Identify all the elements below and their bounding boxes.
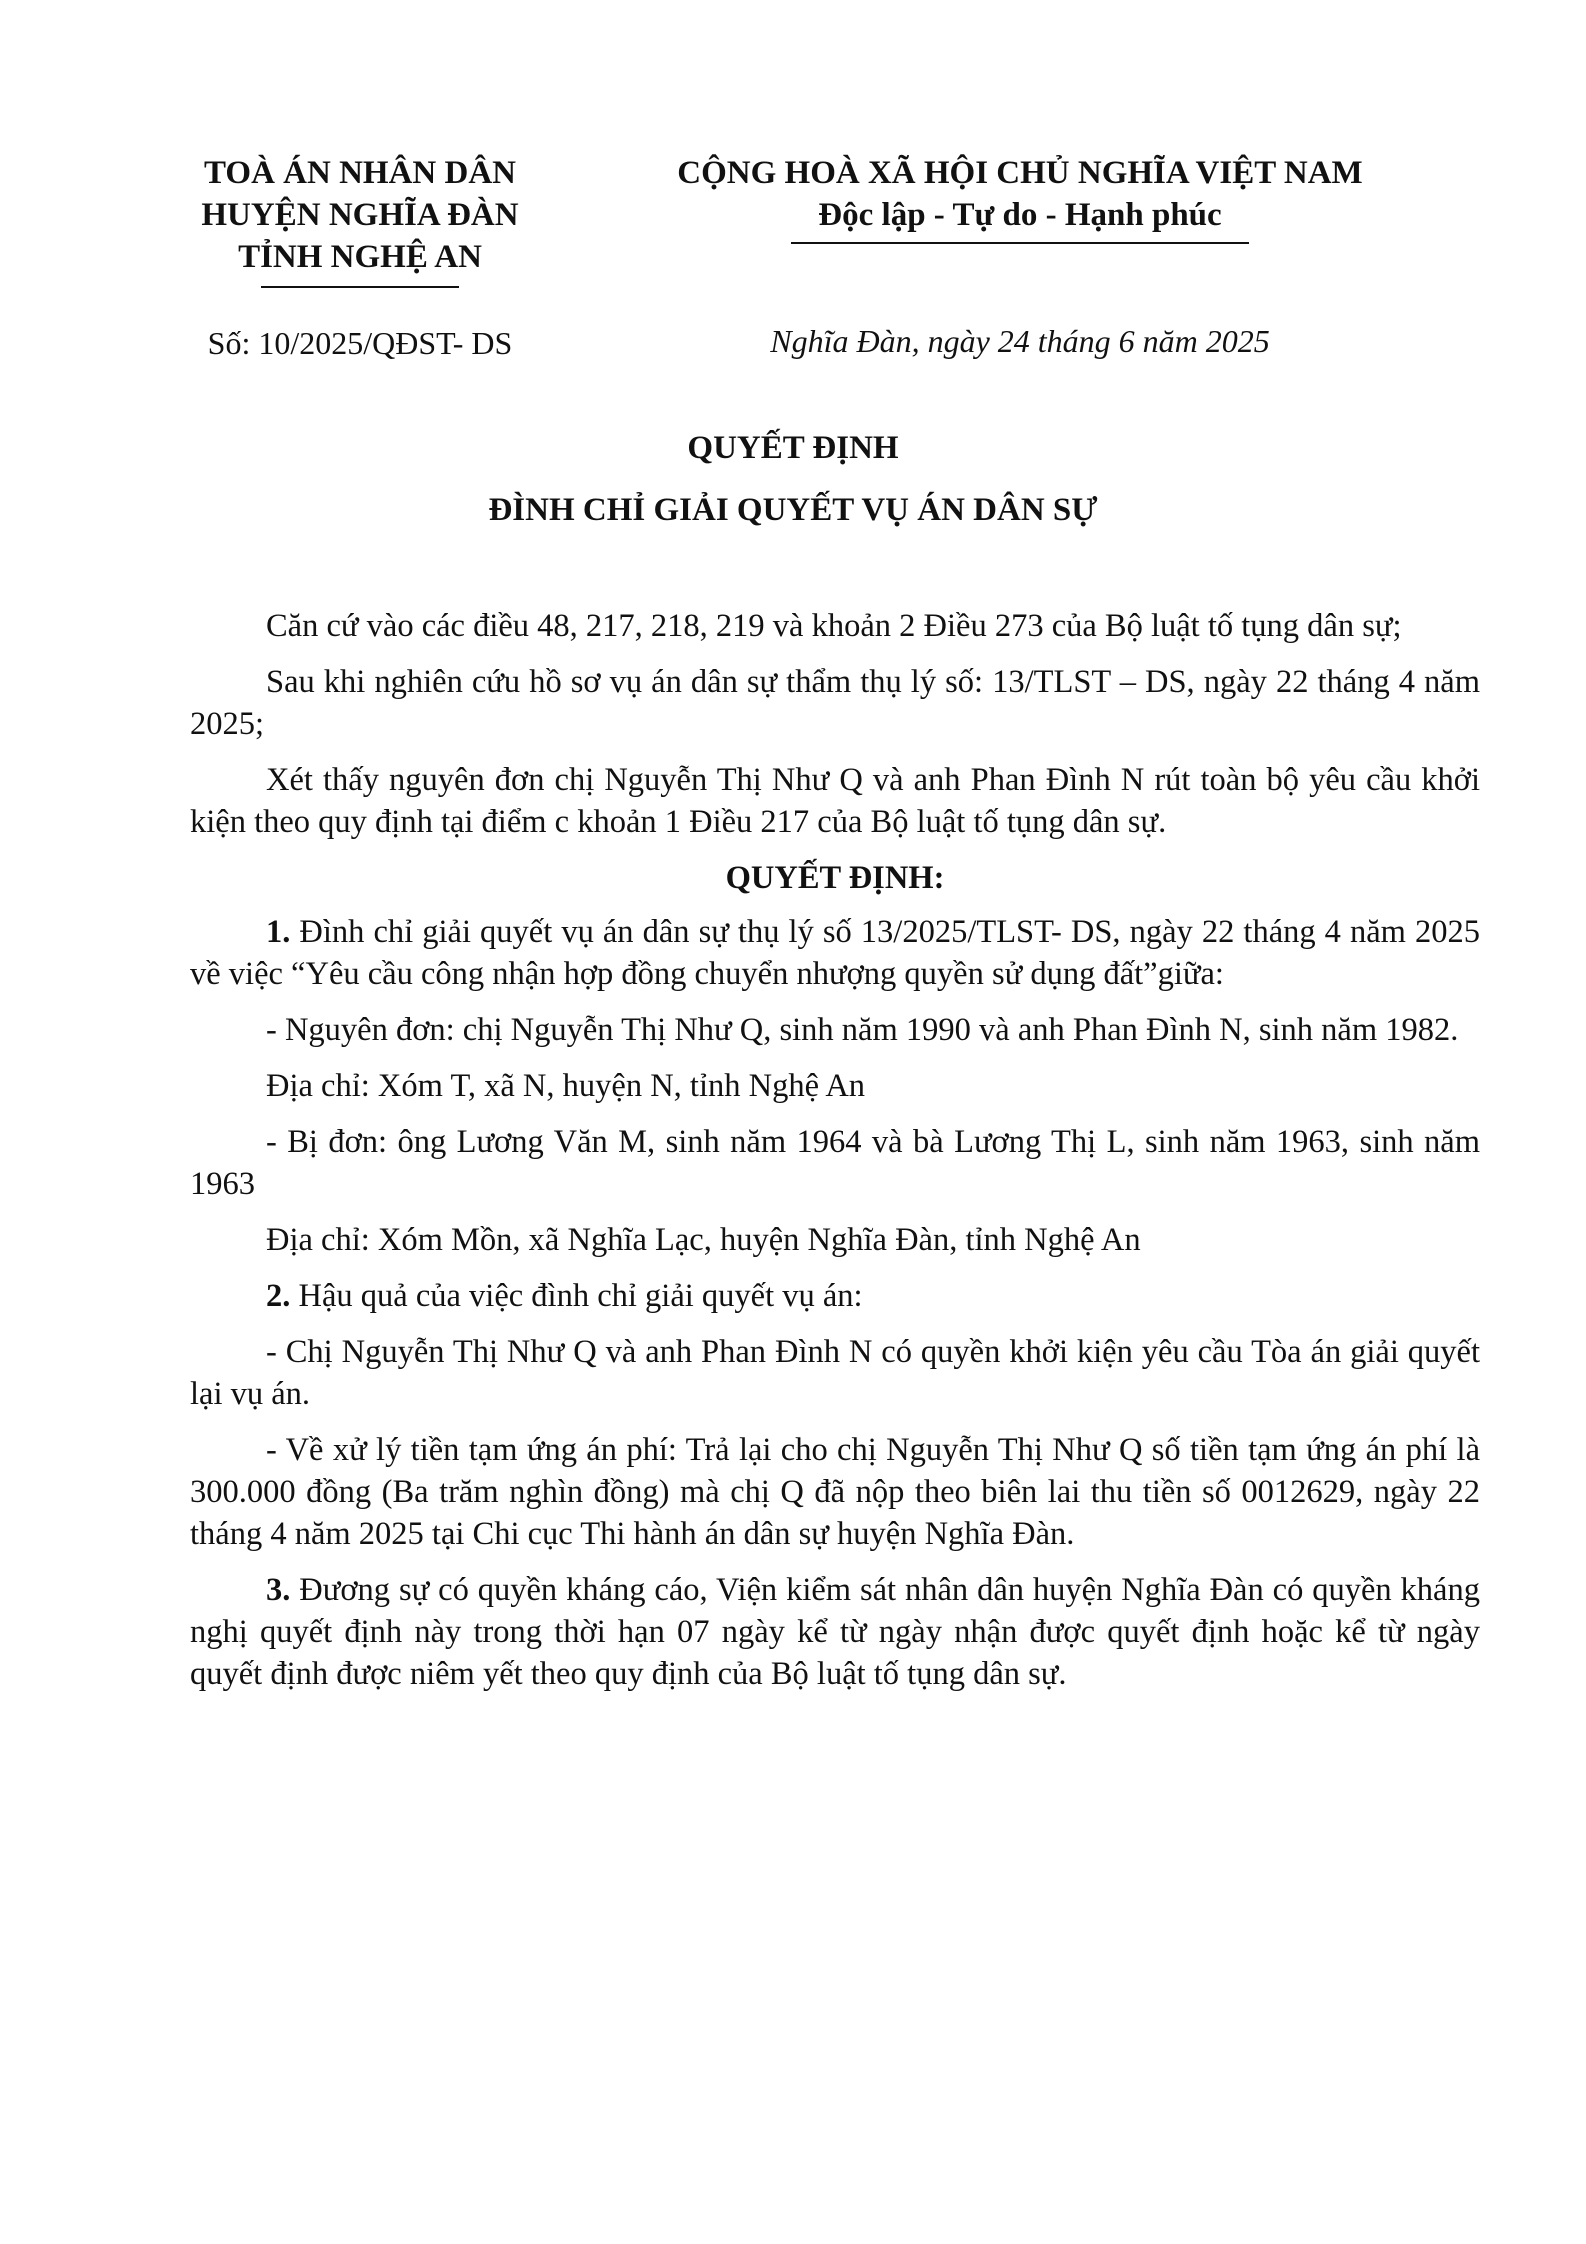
item-1-text: Đình chỉ giải quyết vụ án dân sự thụ lý số 13/2025/TLST- DS, ngày 22 tháng 4 năm 2025 về việc “Yêu cầu công nhận hợp đồng chuyển nhượng quyền sử dụng đất”giữa:: [190, 914, 1480, 992]
legal-basis-paragraph: Căn cứ vào các điều 48, 217, 218, 219 và khoản 2 Điều 273 của Bộ luật tố tụng dân sự;: [266, 608, 1402, 644]
national-motto: Độc lập - Tự do - Hạnh phúc: [818, 197, 1222, 233]
consideration-paragraph: Xét thấy nguyên đơn chị Nguyễn Thị Như Q và anh Phan Đình N rút toàn bộ yêu cầu khởi kiện theo quy định tại điểm c khoản 1 Điều 217 của Bộ luật tố tụng dân sự.: [190, 762, 1480, 840]
item-2-text: Hậu quả của việc đình chỉ giải quyết vụ án:: [290, 1278, 863, 1314]
decision-item-1: [190, 911, 1480, 995]
motto-underline: [791, 242, 1249, 244]
decision-item-2: [190, 1275, 1480, 1317]
item-3-text: Đương sự có quyền kháng cáo, Viện kiểm sát nhân dân huyện Nghĩa Đàn có quyền kháng nghị quyết định này trong thời hạn 07 ngày kể từ ngày nhận được quyết định hoặc kể từ ngày quyết định được niêm yết theo quy định của Bộ luật tố tụng dân sự.: [190, 1572, 1480, 1692]
consequence-fee-refund: - Về xử lý tiền tạm ứng án phí: Trả lại cho chị Nguyễn Thị Như Q số tiền tạm ứng án phí là 300.000 đồng (Ba trăm nghìn đồng) mà chị Q đã nộp theo biên lai thu tiền số 0012629, ngày 22 tháng 4 năm 2025 tại Chi cục Thi hành án dân sự huyện Nghĩa Đàn.: [190, 1432, 1480, 1552]
court-header-underline: [261, 286, 459, 288]
decision-item-3: [190, 1569, 1480, 1695]
case-review-paragraph: Sau khi nghiên cứu hồ sơ vụ án dân sự thẩm thụ lý số: 13/TLST – DS, ngày 22 tháng 4 năm 2025;: [190, 664, 1480, 742]
national-motto-header: [620, 152, 1420, 244]
court-name-line1: TOÀ ÁN NHÂN DÂN: [204, 155, 516, 191]
defendant-paragraph: - Bị đơn: ông Lương Văn M, sinh năm 1964 và bà Lương Thị L, sinh năm 1963, sinh năm 1963: [190, 1124, 1480, 1202]
document-subtitle: ĐÌNH CHỈ GIẢI QUYẾT VỤ ÁN DÂN SỰ: [488, 492, 1098, 528]
court-name-line3: TỈNH NGHỆ AN: [238, 239, 482, 275]
plaintiff-paragraph: - Nguyên đơn: chị Nguyễn Thị Như Q, sinh năm 1990 và anh Phan Đình N, sinh năm 1982.: [266, 1012, 1459, 1048]
court-name-line2: HUYỆN NGHĨA ĐÀN: [201, 197, 519, 233]
defendant-address: Địa chỉ: Xóm Mồn, xã Nghĩa Lạc, huyện Nghĩa Đàn, tỉnh Nghệ An: [266, 1222, 1141, 1258]
consequence-right-to-sue: - Chị Nguyễn Thị Như Q và anh Phan Đình N có quyền khởi kiện yêu cầu Tòa án giải quyết lại vụ án.: [190, 1334, 1480, 1412]
document-title: QUYẾT ĐỊNH: [687, 430, 899, 466]
place-and-date: Nghĩa Đàn, ngày 24 tháng 6 năm 2025: [770, 323, 1270, 359]
document-body: [190, 605, 1480, 1709]
item-3-number: 3.: [266, 1572, 291, 1608]
court-header: [170, 152, 550, 288]
item-2-number: 2.: [266, 1278, 291, 1314]
item-1-number: 1.: [266, 914, 291, 950]
document-number: Số: 10/2025/QĐST- DS: [207, 325, 513, 361]
plaintiff-address: Địa chỉ: Xóm T, xã N, huyện N, tỉnh Nghệ An: [266, 1068, 866, 1104]
nation-name: CỘNG HOÀ XÃ HỘI CHỦ NGHĨA VIỆT NAM: [677, 155, 1363, 191]
decision-heading: QUYẾT ĐỊNH:: [725, 860, 945, 896]
